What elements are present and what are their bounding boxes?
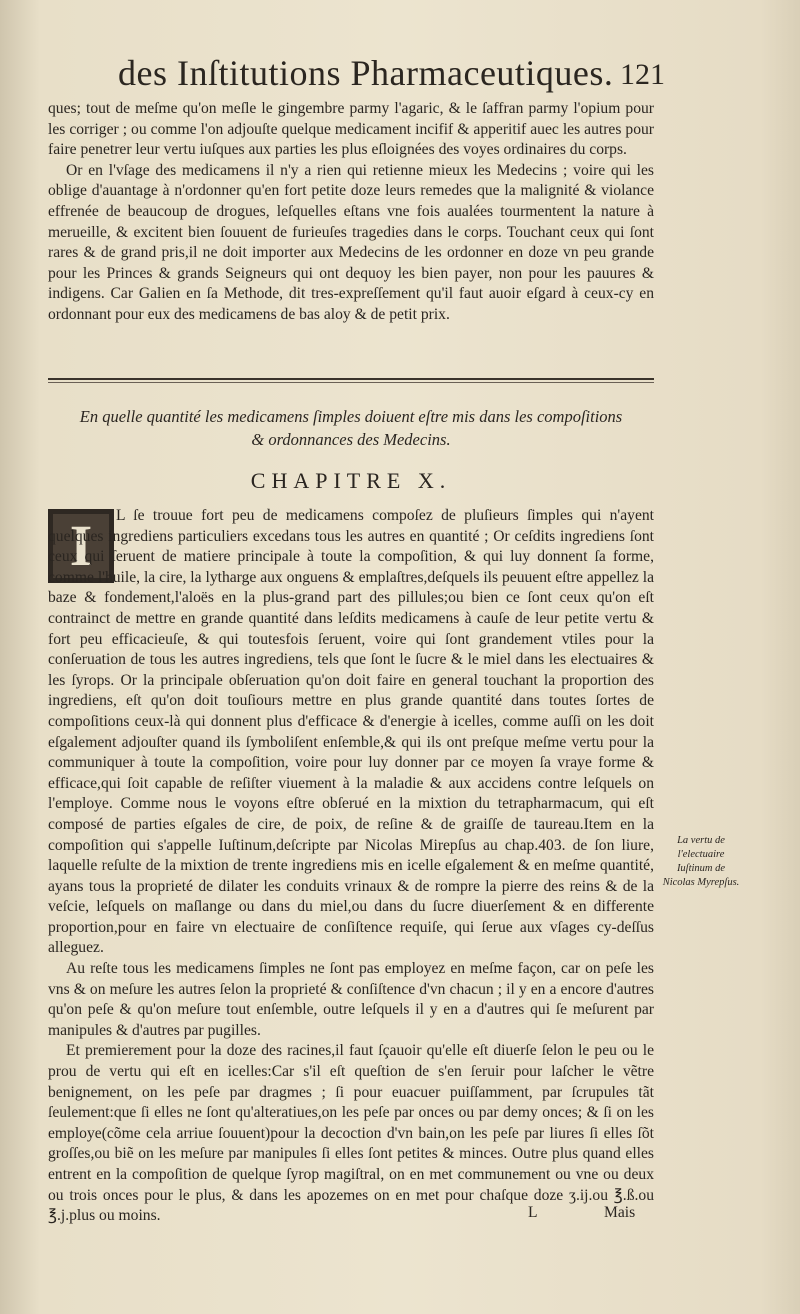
margin-note: La vertu de l'electuaire Iuſtinum de Nicolas Myrepſus. bbox=[662, 835, 740, 888]
chapter-heading bbox=[48, 405, 654, 451]
paragraph: ques; tout de meſme qu'on meſle le gingembre parmy l'agaric, & le ſaffran parmy l'opium pour les corriger ; ou comme l'on adjouſte quelque medicament incifif & apperitif auec les autres pour faire penetrer leur vertu iuſques aux parties les plus eſloignées des voyes ordinaires du corps. bbox=[48, 100, 654, 159]
chapter-heading-line: En quelle quantité les medicamens ſimples doiuent eſtre mis dans les compoſitions bbox=[79, 407, 623, 426]
section-divider bbox=[48, 378, 654, 380]
section-divider-thin bbox=[48, 382, 654, 383]
paragraph: Or en l'vſage des medicamens il n'y a rien qui retienne mieux les Medecins ; voire qui les oblige d'auantage à n'ordonner qu'en fort petite doze leurs remedes que la malignité & violance effrenée de beaucoup de drogues, leſquelles eſtans vne fois aualées tourmentent la nature à merueille, & excitent bien ſouuent de furieuſes tragedies dans le corps. Touchant ceux qui ſont rares & de grand pris,il ne doit importer aux Medecins de les ordonner en doze vn peu grande pour les Princes & grands Seigneurs qui ont dequoy les bien payer, non pour les pauures & indigens. Car Galien en ſa Methode, dit tres-expreſſement qu'il faut auoir eſgard à ceux-cy en ordonnant pour eux des medicamens de bas aloy & de petit prix. bbox=[48, 161, 654, 323]
page-header bbox=[0, 52, 800, 100]
paragraph: Et premierement pour la doze des racines,il faut ſçauoir qu'elle eſt diuerſe ſelon le peu ou le prou de vertu qui eſt en icelles:Car s'il eſt queſtion de s'en ſeruir pour laſcher le vẽtre benignement, on les peſe par dragmes ; ſi pour euacuer puiſſamment, par ſcrupules tãt ſeulement:que ſi elles ne ſont qu'alteratiues,on les peſe par onces ou par demy onces; & ſi on les employe(cõme cela arriue ſouuent)pour la decoction d'vn bain,on les peſe par liures ſi elles ſõt groſſes,ou biẽ on les meſure par manipules ſi elles ſont petites & minces. Outre plus quand elles entrent en la compoſition de quelque ſyrop magiſtral, on en met communement ou vne ou deux ou trois onces pour le plus, & dans les apozemes on en met pour chaſque doze ʒ.ij.ou ℥.ß.ou ℥.j.plus ou moins. bbox=[48, 1042, 654, 1225]
page-number: 121 bbox=[620, 58, 665, 91]
chapter-title: CHAPITRE X. bbox=[250, 468, 452, 493]
paragraph: L ſe trouue fort peu de medicamens compoſez de pluſieurs ſimples qui n'ayent quelques ingrediens particuliers excedans tous les autres en quantité ; Or ceſdits ingrediens ſont ceux qui ſeruent de matiere principale à toute la compoſition, & qui luy donnent ſa forme, comme l'huile, la cire, la lytharge aux onguens & emplaſtres,deſquels ils peuuent eſtre appellez la baze & fondement,l'aloës en la plus-grand part des pillules;ou bien ce ſont ceux qu'on eſt contrainct de mettre en grande quantité dans leſdits medicamens à cauſe de leur petite vertu & fort peu efficacieuſe, & qui toutesfois ſeruent, voire qui ſont grandement vtiles pour la conſeruation de tous les autres ingrediens, tels que ſont le ſucre & le miel dans les electuaires & les ſyrops. Or la principale obſeruation qu'on doit faire en general touchant la proportion des ingrediens, eſt qu'on doit touſiours mettre en plus grande quantité dans toutes ſortes de compoſitions ceux-là qui donnent plus d'efficace & d'energie à icelles, comme auſſi on les doit eſgalement adjouſter quand ils ſymboliſent enſemble,& qui ils ont preſque meſme vertu pour la communiquer à toute la compoſition, voire pour luy donner par ce moyen ſa vraye forme & efficace,qui ſoit capable de reſiſter viuement à la maladie & aux accidens contre leſquels on l'employe. Comme nous le voyons eſtre obſerué en la mixtion du tetrapharmacum, qui eſt composé de parties eſgales de cire, de poix, de reſine & de graiſſe de taureau.Item en la compoſition qui s'appelle Iuſtinum,deſcripte par Nicolas Mirepſus au chap.403. de ſon liure, laquelle reſulte de la mixtion de trente ingrediens mis en icelle eſgalement & en meſme quantité, ayans tous la proprieté de dilater les conduits vrinaux & de rompre la pierre des reins & de la veſcie, leſquels on maſlange ou dans du miel,ou dans du ſucre diuerſement & en differente proportion,pour en faire vn electuaire de conſiſtence requiſe, qui ſerue aux vſages cy-deſſus alleguez. bbox=[48, 507, 654, 957]
running-title: des Inſtitutions Pharmaceutiques. bbox=[118, 53, 614, 93]
catchword: Mais bbox=[604, 1204, 636, 1221]
signature-mark: L bbox=[528, 1204, 538, 1221]
page-footer bbox=[48, 1204, 654, 1228]
chapter-body bbox=[48, 506, 654, 1227]
top-text-block bbox=[48, 99, 654, 326]
paragraph: Au reſte tous les medicamens ſimples ne ſont pas employez en meſme façon, car on peſe les vns & on meſure les autres ſelon la proprieté & conſiſtence d'vn chacun ; il y en a encore d'autres qu'on peſe & qu'on meſure tout enſemble, outre leſquels il y en a d'autres qui ſe meſurent par manipules & d'autres par pugilles. bbox=[48, 960, 654, 1039]
chapter-heading-line: & ordonnances des Medecins. bbox=[251, 430, 451, 449]
drop-cap-letter: I bbox=[53, 514, 109, 578]
